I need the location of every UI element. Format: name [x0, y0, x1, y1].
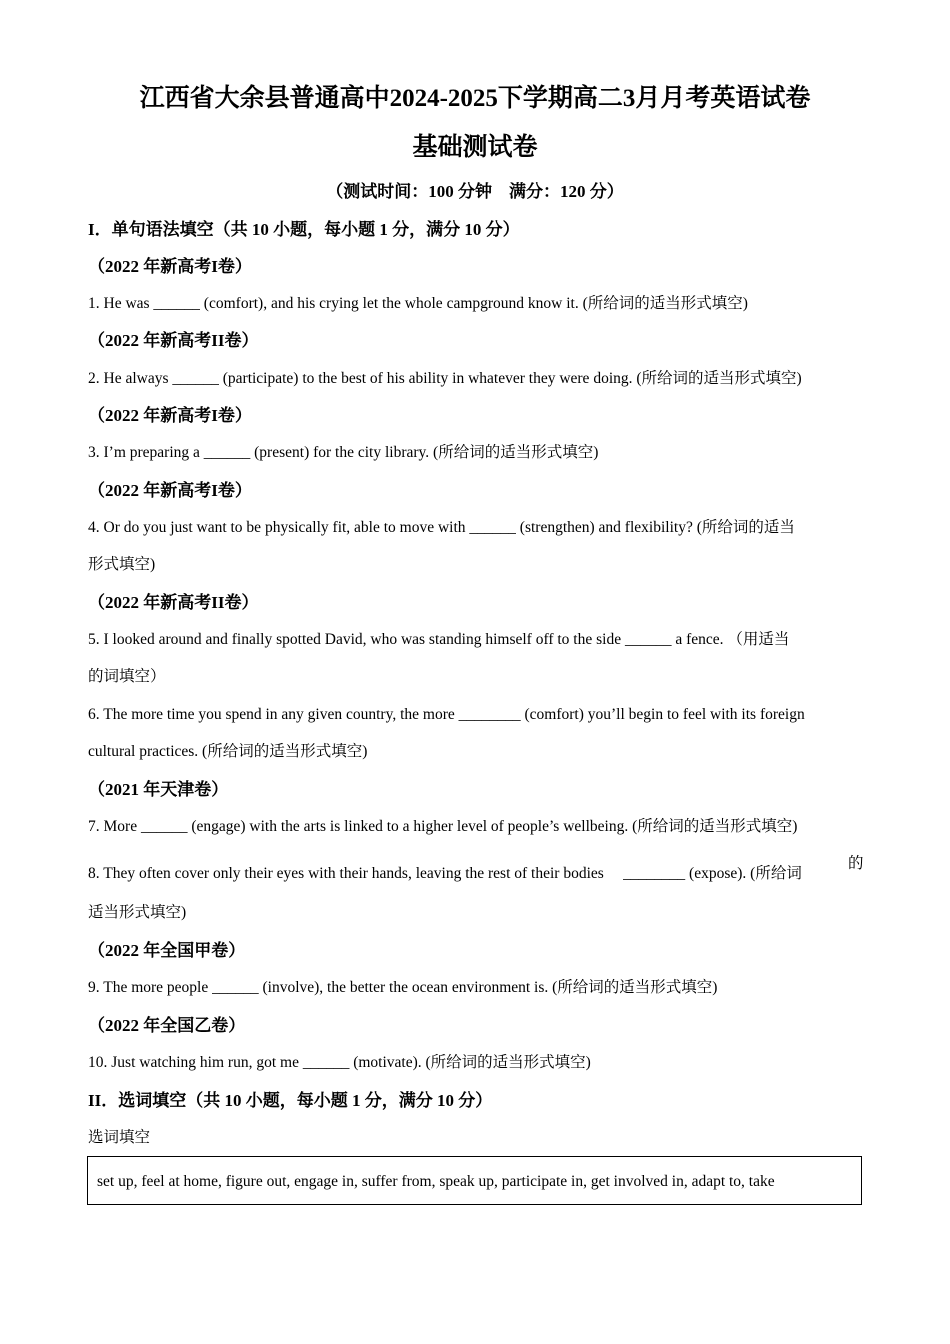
exam-info: （测试时间：100 分钟 满分：120 分） — [326, 182, 624, 201]
question-1: 1. He was ______ (comfort), and his crying let the whole campground know it. (所给词的适当形式填空) — [88, 295, 748, 312]
question-5-line-1: 5. I looked around and finally spotted David, who was standing himself off to the side ______ a fence. （用适当 — [88, 631, 790, 648]
section-2-heading: II．选词填空（共 10 小题，每小题 1 分，满分 10 分） — [88, 1091, 493, 1110]
word-bank-box: set up, feel at home, figure out, engage in, suffer from, speak up, participate in, get involved in, adapt to, take — [87, 1156, 862, 1205]
section-1-heading: I．单句语法填空（共 10 小题，每小题 1 分，满分 10 分） — [88, 220, 520, 239]
question-8-line-1: 8. They often cover only their eyes with their hands, leaving the rest of their bodies ________ (expose). (所给词 — [88, 865, 802, 882]
section-2-label: 选词填空 — [88, 1129, 151, 1146]
exam-subtitle: 基础测试卷 — [412, 134, 538, 161]
source-label-2: （2022 年新高考II卷） — [88, 331, 259, 350]
question-3: 3. I’m preparing a ______ (present) for the city library. (所给词的适当形式填空) — [88, 444, 599, 461]
source-label-7: （2022 年全国甲卷） — [88, 941, 246, 960]
exam-title: 江西省大余县普通高中2024-2025下学期高二3月月考英语试卷 — [139, 85, 811, 112]
question-8-line-2: 适当形式填空) — [88, 904, 187, 921]
source-label-3: （2022 年新高考I卷） — [88, 406, 252, 425]
source-label-6: （2021 年天津卷） — [88, 780, 229, 799]
question-9: 9. The more people ______ (involve), the better the ocean environment is. (所给词的适当形式填空) — [88, 979, 718, 996]
source-label-4: （2022 年新高考I卷） — [88, 481, 252, 500]
question-6-line-2: cultural practices. (所给词的适当形式填空) — [88, 743, 368, 760]
source-label-8: （2022 年全国乙卷） — [88, 1016, 246, 1035]
source-label-5: （2022 年新高考II卷） — [88, 593, 259, 612]
question-2: 2. He always ______ (participate) to the best of his ability in whatever they were doing. (所给词的适当形式填空) — [88, 370, 802, 387]
question-6-line-1: 6. The more time you spend in any given country, the more ________ (comfort) you’ll begin to feel with its foreign — [88, 706, 805, 723]
question-4-line-2: 形式填空) — [88, 556, 156, 573]
question-7: 7. More ______ (engage) with the arts is linked to a higher level of people’s wellbeing. (所给词的适当形式填空) — [88, 818, 798, 835]
question-10: 10. Just watching him run, got me ______ (motivate). (所给词的适当形式填空) — [88, 1054, 591, 1071]
question-4-line-1: 4. Or do you just want to be physically fit, able to move with ______ (strengthen) and flexibility? (所给词的适当 — [88, 519, 795, 536]
question-8-superscript: 的 — [848, 855, 864, 872]
source-label-1: （2022 年新高考I卷） — [88, 257, 252, 276]
question-5-line-2: 的词填空） — [88, 668, 166, 685]
